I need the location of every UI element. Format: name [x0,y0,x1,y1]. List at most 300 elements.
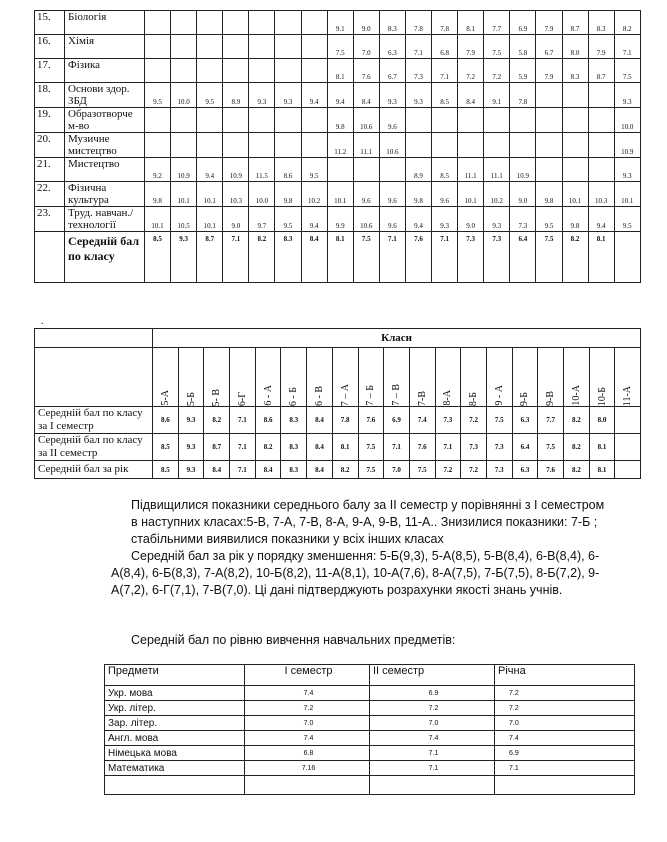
grade-cell [301,133,327,158]
grade-cell [458,133,484,158]
sem1-value: 7.16 [245,761,370,776]
subject-name: Математика [105,761,245,776]
average-label: Середній бал по класу [65,232,145,283]
grade-cell: 9.8 [405,182,431,207]
grade-cell [510,133,536,158]
grade-cell [562,83,588,108]
class-average-row [35,232,641,283]
class-name: 9-В [545,391,557,406]
grade-cell: 9.5 [275,207,301,232]
subject-row [35,35,641,59]
class-name: 5-А [159,390,171,406]
grade-cell: 6.7 [536,35,562,59]
grade-cell: 8.2 [614,11,640,35]
class-name: 5-Б [185,391,197,406]
class-name: 9 - А [493,385,505,406]
grade-cell: 9.8 [327,108,353,133]
grade-cell: 9.8 [562,207,588,232]
average-cell: 7.0 [384,461,410,479]
grade-cell [223,133,249,158]
header-sem2: ІІ семестр [370,665,495,686]
header-year: Річна [495,665,635,686]
average-cell: 8.7 [197,232,223,283]
grade-cell: 9.3 [614,83,640,108]
sem2-value: 7.4 [370,731,495,746]
grade-cell: 9.5 [301,158,327,182]
grade-cell [223,108,249,133]
average-cell: 7.5 [486,407,512,434]
grade-cell: 10.0 [171,83,197,108]
year-value: 7.2 [495,701,635,716]
grade-cell: 10.6 [353,207,379,232]
average-cell: 6.3 [512,461,538,479]
grade-cell [432,108,458,133]
grade-cell [275,133,301,158]
grade-cell: 9.8 [145,182,171,207]
average-cell: 8.2 [204,407,230,434]
subject-name: Музичне мистецтво [65,133,145,158]
grade-cell: 5.9 [510,59,536,83]
grade-cell: 9.4 [197,158,223,182]
grade-cell: 9.6 [379,108,405,133]
grade-cell: 7.3 [405,59,431,83]
average-cell: 8.1 [589,434,615,461]
grade-cell [249,59,275,83]
average-cell: 8.4 [307,461,333,479]
grade-cell: 8.5 [432,158,458,182]
average-cell: 8.1 [589,461,615,479]
average-cell: 7.6 [409,434,435,461]
grade-cell [223,35,249,59]
average-cell: 7.1 [432,232,458,283]
grade-cell [353,158,379,182]
average-cell: 8.1 [332,434,358,461]
grade-cell: 11.1 [353,133,379,158]
average-cell: 6.3 [512,407,538,434]
subject-name: Укр. мова [105,686,245,701]
grade-cell [249,133,275,158]
class-name: 8-Б [468,391,480,406]
average-row [35,461,641,479]
grade-cell: 9.4 [405,207,431,232]
grade-cell: 6.7 [379,59,405,83]
grade-cell: 10.1 [171,182,197,207]
grade-cell: 7.7 [484,11,510,35]
grade-cell: 9.6 [379,182,405,207]
grade-cell: 8.3 [562,59,588,83]
average-cell: 7.3 [458,232,484,283]
average-cell: 9.3 [178,407,204,434]
grade-cell: 9.3 [614,158,640,182]
average-cell: 7.2 [461,407,487,434]
semester-row [105,716,635,731]
average-cell: 7.1 [223,232,249,283]
grade-cell: 9.4 [588,207,614,232]
subject-row [35,182,641,207]
average-cell: 8.4 [307,407,333,434]
grade-cell: 7.3 [510,207,536,232]
grade-cell: 8.1 [327,59,353,83]
grade-cell: 10.3 [223,182,249,207]
subject-name: Фізика [65,59,145,83]
grade-cell: 8.9 [405,158,431,182]
grade-cell [588,108,614,133]
average-row [35,407,641,434]
grade-cell: 10.5 [171,207,197,232]
grade-cell: 7.8 [510,83,536,108]
average-cell: 7.3 [461,434,487,461]
grade-cell [197,133,223,158]
average-cell: 7.5 [536,232,562,283]
average-cell: 7.1 [230,461,256,479]
grade-cell: 8.6 [275,158,301,182]
grade-cell: 10.9 [171,158,197,182]
average-cell: 8.4 [204,461,230,479]
grade-cell: 10.1 [327,182,353,207]
grade-cell [327,158,353,182]
average-cell: 7.4 [409,407,435,434]
average-cell: 8.2 [564,461,590,479]
grade-cell [379,158,405,182]
stray-dot: . [41,316,44,327]
average-cell: 8.2 [249,232,275,283]
grade-cell: 9.5 [197,83,223,108]
grade-cell: 9.8 [536,182,562,207]
grade-cell: 11.5 [249,158,275,182]
grade-cell: 10.3 [588,182,614,207]
grade-cell: 10.9 [614,133,640,158]
subject-name: Зар. літер. [105,716,245,731]
subject-number: 20. [35,133,65,158]
average-cell: 7.1 [230,407,256,434]
grade-cell: 9.3 [379,83,405,108]
grade-cell: 11.2 [327,133,353,158]
grade-cell [275,108,301,133]
sem1-value: 6.8 [245,746,370,761]
average-cell: 7.8 [332,407,358,434]
class-name: 6 - А [262,385,274,406]
average-cell: 8.5 [145,232,171,283]
average-cell: 8.2 [564,407,590,434]
grade-cell: 7.8 [432,11,458,35]
sem2-value: 7.1 [370,746,495,761]
grade-cell: 7.5 [484,35,510,59]
grade-cell: 9.6 [379,207,405,232]
grade-cell: 7.1 [432,59,458,83]
average-cell: 8.0 [589,407,615,434]
average-cell: 8.4 [255,461,281,479]
average-cell: 7.1 [230,434,256,461]
class-names-row [35,348,641,407]
class-name: 6 - Б [288,386,300,406]
grade-cell: 7.8 [405,11,431,35]
class-name: 7-В [416,391,428,406]
average-cell: 8.2 [562,232,588,283]
grade-cell: 6.3 [379,35,405,59]
grade-cell: 9.2 [145,158,171,182]
grade-cell: 9.6 [432,182,458,207]
grade-cell [249,11,275,35]
grade-cell: 7.9 [536,59,562,83]
subject-name: Німецька мова [105,746,245,761]
class-name: 7 – Б [365,385,377,406]
subject-name: Труд. навчан./ технології [65,207,145,232]
grade-cell [484,133,510,158]
grade-cell [171,35,197,59]
header-subjects: Предмети [105,665,245,686]
grade-cell: 7.0 [353,35,379,59]
subject-name: Образотворче м-во [65,108,145,133]
grade-cell: 11.1 [484,158,510,182]
average-cell: 7.2 [435,461,461,479]
average-cell: 6.4 [510,232,536,283]
row-label: Середній бал по класу за І семестр [35,407,153,434]
average-cell: 7.5 [358,461,384,479]
grade-cell [301,108,327,133]
grade-cell [588,158,614,182]
grade-cell: 7.2 [484,59,510,83]
grade-cell: 8.5 [432,83,458,108]
subject-row [35,207,641,232]
subject-number: 23. [35,207,65,232]
year-value: 7.0 [495,716,635,731]
grade-cell [145,35,171,59]
average-cell: 7.3 [486,461,512,479]
average-cell: 8.4 [301,232,327,283]
row-label: Середній бал за рік [35,461,153,479]
subject-number: 17. [35,59,65,83]
average-cell: 7.2 [461,461,487,479]
subject-name: Фізична культура [65,182,145,207]
grade-cell [536,133,562,158]
grade-cell: 7.9 [458,35,484,59]
grade-cell [171,108,197,133]
grade-cell: 8.3 [379,11,405,35]
grade-cell [588,133,614,158]
semester-row [105,746,635,761]
paragraph-yearly-ranking: Середній бал за рік у порядку зменшення: 5-Б(9,3), 5-А(8,5), 5-В(8,4), 6-В(8,4), 6-А(8,4), 6-Б(8,3), 7-А(8,2), 10-Б(8,2), 11-А(8,1), 10-А(7,6), 8-А(7,5), 7-Б(7,5), 8-Б(7,2), 9-А(7,2), 6-Г(7,1), 7-В(7,0). Ці дані підтверджують розрахунки якості знань учнів. [111,549,600,597]
grade-cell [145,59,171,83]
grade-cell [275,59,301,83]
semester-row [105,686,635,701]
grade-cell: 9.0 [458,207,484,232]
subject-name: Біологія [65,11,145,35]
grade-cell: 8.0 [562,35,588,59]
subject-number: 19. [35,108,65,133]
subject-number: 16. [35,35,65,59]
grade-cell [510,108,536,133]
grade-cell [405,133,431,158]
grade-cell: 10.1 [197,182,223,207]
subject-row [35,108,641,133]
average-cell: 8.2 [255,434,281,461]
grade-cell: 9.3 [432,207,458,232]
grade-cell: 10.1 [562,182,588,207]
subject-name: Англ. мова [105,731,245,746]
average-cell [615,461,641,479]
grade-cell [562,108,588,133]
average-cell: 9.3 [178,461,204,479]
class-name: 6-Г [236,391,248,406]
grade-cell: 8.4 [353,83,379,108]
average-cell: 7.3 [486,434,512,461]
subject-row [35,133,641,158]
average-cell: 8.5 [153,461,179,479]
average-cell: 8.3 [281,461,307,479]
grade-cell [171,59,197,83]
grade-cell: 6.9 [510,11,536,35]
grade-cell: 8.9 [223,83,249,108]
average-cell: 9.3 [178,434,204,461]
sem1-value: 7.4 [245,731,370,746]
average-cell [615,407,641,434]
grade-cell [301,35,327,59]
grade-cell: 9.9 [327,207,353,232]
grade-cell: 9.5 [536,207,562,232]
average-cell: 7.1 [384,434,410,461]
year-value: 7.1 [495,761,635,776]
grade-cell: 7.1 [405,35,431,59]
semester-row [105,731,635,746]
class-name: 7 – А [339,383,351,406]
average-cell [614,232,640,283]
year-value: 7.4 [495,731,635,746]
grade-cell [405,108,431,133]
subject-number: 18. [35,83,65,108]
grade-cell: 9.4 [327,83,353,108]
average-cell: 7.3 [435,407,461,434]
average-cell: 8.6 [255,407,281,434]
sem2-value: 6.9 [370,686,495,701]
sem2-value: 7.2 [370,701,495,716]
average-cell: 7.7 [538,407,564,434]
sem1-value: 7.0 [245,716,370,731]
grade-cell [249,108,275,133]
grade-cell [145,108,171,133]
row-label: Середній бал по класу за ІІ семестр [35,434,153,461]
grade-cell: 9.5 [614,207,640,232]
average-cell: 7.6 [405,232,431,283]
grade-cell [223,59,249,83]
average-cell: 6.9 [384,407,410,434]
average-cell: 8.7 [204,434,230,461]
grade-cell [197,35,223,59]
subject-row [35,158,641,182]
grade-cell [458,108,484,133]
grade-cell: 9.4 [301,207,327,232]
sem2-value: 7.0 [370,716,495,731]
grade-cell: 10.9 [510,158,536,182]
class-name: 11-А [622,385,634,406]
subject-row [35,11,641,35]
grade-cell [588,83,614,108]
grade-cell [249,35,275,59]
grade-cell: 10.6 [379,133,405,158]
grade-cell: 9.7 [249,207,275,232]
grade-cell: 10.2 [484,182,510,207]
paragraph-subject-level: Середній бал по рівню вивчення навчальних предметів: [131,633,456,647]
subject-name: Хімія [65,35,145,59]
subject-name: Основи здор. ЗБД [65,83,145,108]
average-cell: 8.1 [327,232,353,283]
average-cell: 7.1 [379,232,405,283]
grade-cell: 7.5 [327,35,353,59]
class-name: 7 – В [391,384,403,406]
average-cell: 7.1 [435,434,461,461]
grade-cell: 10.1 [145,207,171,232]
header-sem1: І семестр [245,665,370,686]
grade-cell: 10.1 [614,182,640,207]
class-name: 8-А [442,390,454,406]
average-cell: 8.3 [281,434,307,461]
paragraph-semester-change: Підвищилися показники середнього балу за ІІ семестр у порівнянні з І семестром в наступних класах:5-В, 7-А, 7-В, 8-А, 9-А, 9-В, 11-А.. Знизилися показники: 7-Б ; стабільними виявилися показники у всіх інших класах [131,498,605,546]
semester-subjects-table [104,664,635,795]
grade-cell: 9.0 [510,182,536,207]
grade-cell [432,133,458,158]
grade-cell: 10.6 [353,108,379,133]
grade-cell: 8.7 [588,59,614,83]
year-value: 7.2 [495,686,635,701]
grade-cell: 9.6 [353,182,379,207]
grade-cell [562,133,588,158]
average-cell: 8.2 [332,461,358,479]
grade-cell: 10.2 [301,182,327,207]
grade-cell [197,59,223,83]
grade-cell: 7.5 [614,59,640,83]
grade-cell: 8.4 [458,83,484,108]
year-value: 6.9 [495,746,635,761]
sem2-value: 7.1 [370,761,495,776]
average-cell: 7.5 [358,434,384,461]
grade-cell: 11.1 [458,158,484,182]
grade-cell [223,11,249,35]
subjects-grades-table [34,10,641,283]
grade-cell [562,158,588,182]
average-cell: 8.1 [588,232,614,283]
grade-cell: 9.0 [353,11,379,35]
grade-cell: 10.0 [614,108,640,133]
grade-cell: 9.3 [249,83,275,108]
grade-cell: 8.3 [588,11,614,35]
class-name: 9-Б [519,391,531,406]
grade-cell [197,11,223,35]
grade-cell: 6.8 [432,35,458,59]
grade-cell: 9.5 [145,83,171,108]
subject-name: Укр. літер. [105,701,245,716]
subject-number: 22. [35,182,65,207]
average-cell: 7.6 [538,461,564,479]
grade-cell: 8.1 [458,11,484,35]
subject-row [35,83,641,108]
average-cell [615,434,641,461]
grade-cell [197,108,223,133]
grade-cell: 9.1 [327,11,353,35]
average-cell: 7.5 [353,232,379,283]
class-name: 10-Б [596,386,608,406]
average-cell: 8.5 [153,434,179,461]
average-cell: 7.5 [538,434,564,461]
sem1-value: 7.4 [245,686,370,701]
average-cell: 7.5 [409,461,435,479]
grade-cell [536,158,562,182]
grade-cell: 9.3 [484,207,510,232]
average-row [35,434,641,461]
grade-cell: 5.8 [510,35,536,59]
subject-number: 21. [35,158,65,182]
average-cell: 6.4 [512,434,538,461]
grade-cell: 10.1 [458,182,484,207]
subject-number: 15. [35,11,65,35]
